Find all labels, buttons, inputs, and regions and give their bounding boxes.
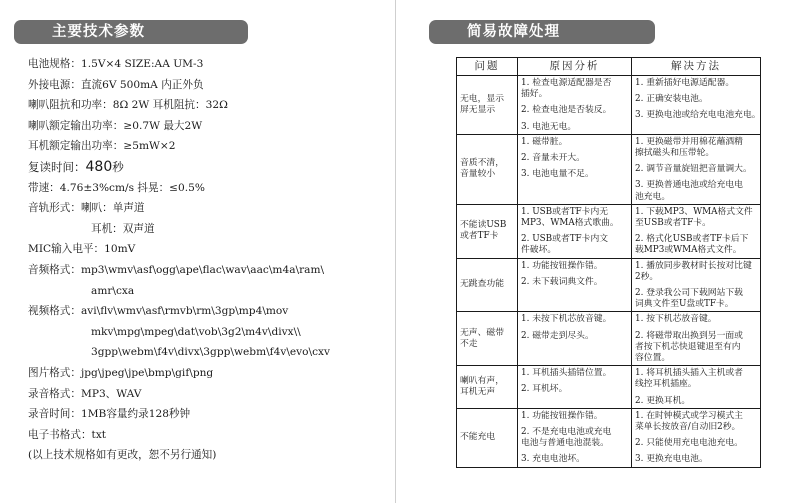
cause-text: 电池与普通电池混装。: [521, 438, 609, 449]
cause-text: 2. 磁带走到尽头。: [521, 330, 594, 341]
cause-text: 插好。: [521, 89, 548, 100]
cause-cell: [518, 258, 632, 312]
table-row: [457, 408, 761, 467]
cause-text: 2. 耳机坏。: [521, 384, 568, 395]
spec-line: 音频格式：mp3\wmv\asf\ogg\ape\flac\wav\aac\m4a\ram\: [28, 263, 325, 276]
solution-text: 至USB或者TF卡。: [635, 218, 711, 229]
spec-part-pre: 复读时间：: [28, 159, 86, 174]
cause-cell: [518, 204, 632, 258]
spec-line: 带速：4.76±3%cm/s 抖晃：≤0.5%: [28, 181, 205, 194]
troubleshooting-title: 简易故障处理: [429, 20, 655, 44]
solution-text: 菜单长按放音/自动旧2秒。: [635, 422, 741, 433]
spec-line: 录音时间：1MB容量约录128秒钟: [28, 408, 191, 421]
problem-text: 无电，显示: [460, 93, 504, 104]
problem-text: 或者TF卡: [460, 231, 499, 242]
solution-text: 2. 登录我公司下载网站下载: [635, 288, 743, 299]
cause-text: 1. 磁带脏。: [521, 136, 568, 147]
solution-text: 1. 下载MP3、WMA格式文件: [635, 206, 753, 217]
problem-text: 喇叭有声，: [460, 375, 504, 386]
spec-line: 音轨形式：喇叭：单声道: [28, 202, 145, 215]
solution-text: 2秒。: [635, 271, 659, 282]
header-problem: 问题: [457, 58, 518, 76]
solution-text: 3. 更换电池或给充电电池充电。: [635, 110, 761, 121]
solution-cell: [632, 76, 761, 135]
spec-line: 电池规格：1.5V×4 SIZE:AA UM-3: [28, 58, 204, 70]
spec-line: [28, 157, 388, 178]
problem-text: 不能读USB: [460, 220, 507, 231]
spec-part-post: 秒: [112, 159, 124, 174]
problem-cell: [457, 134, 518, 204]
solution-text: 1. 在时钟模式或学习模式主: [635, 410, 743, 421]
cause-text: 1. 未按下机芯放音键。: [521, 314, 612, 325]
solution-text: 1. 重新插好电源适配器。: [635, 78, 735, 88]
cause-cell: [518, 366, 632, 409]
cause-text: 2. 音量未开大。: [521, 153, 585, 164]
spec-line: (以上技术规格如有更改，恕不另行通知): [28, 449, 217, 462]
header-cause: 原因分析: [518, 58, 632, 76]
solution-text: 2. 格式化USB或者TF卡后下: [635, 234, 749, 245]
solution-text: 1. 更换磁带并用棉花蘸酒精: [635, 136, 743, 147]
solution-text: 线控耳机插座。: [635, 379, 697, 390]
solution-text: 载MP3或WMA格式文件。: [635, 245, 742, 256]
problem-text: 耳机无声: [460, 387, 496, 398]
solution-text: 1. 按下机芯放音键。: [635, 314, 717, 325]
solution-text: 3. 更换普通电池或给充电电: [635, 180, 743, 191]
solution-cell: [632, 366, 761, 409]
cause-text: 1. USB或者TF卡内无: [521, 206, 609, 217]
problem-text: 无跳查功能: [460, 279, 504, 290]
spec-line: 耳机额定输出功率：≥5mW×2: [28, 140, 176, 153]
solution-cell: [632, 408, 761, 467]
solution-text: 者按下机芯快退键退至有内: [635, 341, 741, 352]
cause-text: 1. 功能按钮操作错。: [521, 260, 603, 271]
solution-text: 1. 播放同步教材时长按对比键: [635, 260, 752, 271]
spec-line: 图片格式：jpg\jpeg\jpe\bmp\gif\png: [28, 366, 214, 379]
spec-line: MIC输入电平：10mV: [28, 243, 136, 256]
cause-text: MP3、WMA格式歌曲。: [521, 218, 619, 229]
problem-text: 音质不清，: [460, 158, 504, 169]
solution-text: 2. 将磁带取出换到另一面或: [635, 330, 743, 341]
spec-line: 外接电源：直流6V 500mA 内正外负: [28, 78, 204, 91]
spec-line: amr\cxa: [91, 284, 135, 297]
troubleshooting-table: [456, 57, 761, 468]
solution-text: 擦拭磁头和压带轮。: [635, 148, 715, 159]
solution-cell: [632, 134, 761, 204]
cause-text: 2. 检查电池是否装反。: [521, 105, 612, 116]
cause-text: 2. 未下载词典文件。: [521, 276, 603, 287]
solution-text: 词典文件至U盘或TF卡。: [635, 299, 734, 310]
table-row: [457, 204, 761, 258]
table-row: [457, 76, 761, 135]
cause-text: 2. USB或者TF卡内文: [521, 234, 609, 245]
table-row: [457, 312, 761, 366]
solution-cell: [632, 258, 761, 312]
solution-cell: [632, 204, 761, 258]
solution-text: 2. 只能使用充电电池充电。: [635, 438, 743, 449]
header-solution: 解决方法: [632, 58, 761, 76]
problem-cell: [457, 408, 518, 467]
solution-text: 2. 正确安装电池。: [635, 94, 708, 105]
specs-title: 主要技术参数: [14, 20, 248, 44]
spec-list: [28, 54, 388, 466]
right-page: [396, 0, 790, 503]
spec-line: 喇叭额定输出功率：≥0.7W 最大2W: [28, 119, 203, 132]
spec-line: 录音格式：MP3、WAV: [28, 387, 142, 400]
problem-cell: [457, 204, 518, 258]
cause-text: 1. 检查电源适配器是否: [521, 78, 612, 88]
cause-cell: [518, 76, 632, 135]
spec-line: 喇叭阻抗和功率：8Ω 2W 耳机阻抗：32Ω: [28, 99, 228, 112]
problem-text: 不能充电: [460, 432, 496, 443]
cause-cell: [518, 408, 632, 467]
problem-cell: [457, 258, 518, 312]
table-header-row: [457, 58, 761, 76]
problem-cell: [457, 312, 518, 366]
table-row: [457, 258, 761, 312]
problem-text: 无声、磁带: [460, 327, 504, 338]
solution-text: 1. 将耳机插头插入主机或者: [635, 368, 743, 379]
solution-text: 2. 更换耳机。: [635, 395, 691, 406]
spec-line: 3gpp\webm\f4v\divx\3gpp\webm\f4v\evo\cxv: [91, 346, 330, 359]
cause-text: 3. 电池无电。: [521, 121, 577, 132]
solution-text: 2. 调节音量旋钮把音量调大。: [635, 164, 752, 175]
cause-text: 件破坏。: [521, 245, 557, 256]
problem-cell: [457, 76, 518, 135]
spec-line: 视频格式：avi\flv\wmv\asf\rmvb\rm\3gp\mp4\mov: [28, 305, 289, 318]
problem-text: 不走: [460, 338, 478, 349]
spec-line: 电子书格式：txt: [28, 428, 107, 441]
cause-text: 3. 充电电池坏。: [521, 454, 585, 465]
cause-text: 3. 电池电量不足。: [521, 169, 594, 180]
cause-text: 2. 不是充电电池或充电: [521, 427, 612, 438]
problem-cell: [457, 366, 518, 409]
spec-part-em: 480: [85, 158, 113, 175]
solution-text: 池充电。: [635, 191, 671, 202]
solution-text: 容位置。: [635, 353, 671, 364]
problem-text: 音量较小: [460, 169, 496, 180]
cause-text: 1. 耳机插头插错位置。: [521, 368, 612, 379]
solution-cell: [632, 312, 761, 366]
solution-text: 3. 更换充电电池。: [635, 454, 708, 465]
cause-text: 1. 功能按钮操作错。: [521, 410, 603, 421]
cause-cell: [518, 312, 632, 366]
problem-text: 屏无显示: [460, 104, 496, 115]
table-row: [457, 366, 761, 409]
table-row: [457, 134, 761, 204]
cause-cell: [518, 134, 632, 204]
spec-line: mkv\mpg\mpeg\dat\vob\3g2\m4v\divx\\: [91, 325, 301, 338]
spec-line: 耳机：双声道: [91, 222, 155, 235]
